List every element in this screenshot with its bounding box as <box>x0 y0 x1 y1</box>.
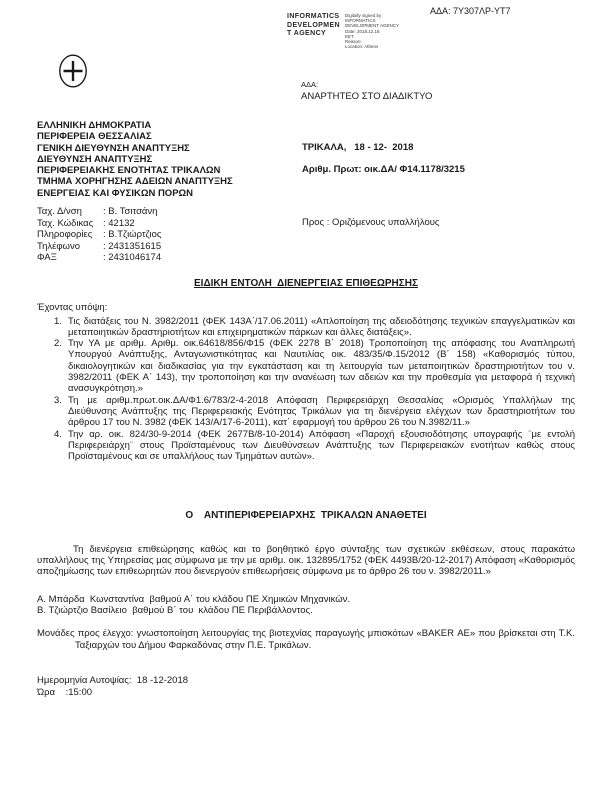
ada-label: ΑΔΑ: <box>301 80 319 89</box>
org-line: ΤΜΗΜΑ ΧΟΡΗΓΗΣΗΣ ΑΔΕΙΩΝ ΑΝΑΠΤΥΞΗΣ <box>37 176 233 188</box>
contact-row <box>37 218 161 230</box>
assignment-heading: Ο ΑΝΤΙΠΕΡΙΦΕΡΕΙΑΡΧΗΣ ΤΡΙΚΑΛΩΝ ΑΝΑΘΕΤΕΙ <box>185 510 427 522</box>
signature-detail-line: INFORMATICS <box>345 18 376 24</box>
issuing-authority-block <box>37 120 233 199</box>
list-item-text: Τις διατάξεις του Ν. 3982/2011 (ΦΕΚ 143Α΄/17.06.2011) «Απλοποίηση της αδειοδότησης τεχνικών επαγγελματικών και μεταποιητικών δραστηριοτήτων και επιχειρηματικών πάρκων και άλλες διατάξεις». <box>68 315 575 338</box>
contact-row <box>37 206 161 218</box>
contact-label: Ταχ. Κώδικας <box>37 217 94 229</box>
protocol-number: Αριθμ. Πρωτ: οικ.ΔΑ/ Φ14.1178/3215 <box>302 164 465 175</box>
contact-label: Τηλέφωνο <box>37 240 80 252</box>
assignment-paragraph: Τη διενέργεια επιθεώρησης καθώς και το βοηθητικό έργο σύνταξης των σχετικών εκθέσεων, στους παρακάτω υπαλλήλους της Υπηρεσίας μας σύμφωνα με την με αριθμ. οικ. 132895/1752 (ΦΕΚ 4493Β/20-12-2017) Απόφαση «Καθορισμός αποζημίωσης των επιθεωρητών που διενεργούν επιθεωρήσεις σύμφωνα με το άρθρο 26 του ν. 3982/2011.» <box>37 543 575 578</box>
list-item-number: 3. <box>54 394 62 406</box>
contact-value: : Β.Τζιώρτζιος <box>103 229 162 240</box>
considerations-intro: Έχοντας υπόψη: <box>37 302 108 314</box>
contact-label: Ταχ. Δ/νση <box>37 206 82 217</box>
document-title: ΕΙΔΙΚΗ ΕΝΤΟΛΗ ΔΙΕΝΕΡΓΕΙΑΣ ΕΠΙΘΕΩΡΗΣΗΣ <box>194 278 418 289</box>
inspection-time-line: Ώρα :15:00 <box>37 687 93 699</box>
list-item-number: 2. <box>54 338 62 350</box>
list-item-text: Τη με αριθμ.πρωτ.οικ.ΔΑ/Φ1.6/783/2-4-2018 Απόφαση Περιφερειάρχη Θεσσαλίας «Ορισμός Υπαλλήλων της Διεύθυνσης Ανάπτυξης της Περιφερειακής Ενότητας Τρικάλων για τη διενέργεια ελέγχων των δραστηριοτήτων του άρθρου 17 του Ν. 3982 (ΦΕΚ 143/Α/17-6-2011), κατ΄ εφαρμογή του άρθρου 26 του Ν.3982/11.» <box>68 394 575 429</box>
recipient-line: Προς : Οριζόμενους υπαλλήλους <box>302 217 440 228</box>
digital-signature-stamp <box>287 13 399 49</box>
units-to-inspect-line: Μονάδες προς έλεγχο: γνωστοποίηση λειτουργίας της βιοτεχνίας παραγωγής μπισκότων «ΒΑΚΕR ΑΕ» που βρίσκεται στη Τ.Κ. Ταξιαρχών του Δήμου Φαρκαδόνας στην Π.Ε. Τρικάλων. <box>37 628 575 651</box>
org-line: ΠΕΡΙΦΕΡΕΙΑ ΘΕΣΣΑΛΙΑΣ <box>37 131 152 143</box>
contact-row <box>37 241 161 253</box>
list-item-text: Την αρ. οικ. 824/30-9-2014 (ΦΕΚ 2677Β/8-10-2014) Απόφαση «Παροχή εξουσιοδότησης υπογραφής ¨με εντολή Περιφερειάρχη¨ στους Προϊσταμένους των Διευθύνσεων Ανάπτυξης των Περιφερειακών ενοτήτων καθώς στους Προϊσταμένους και σε υπαλλήλους των Τμημάτων αυτών». <box>68 428 575 463</box>
contact-label: ΦΑΞ <box>37 252 57 263</box>
document-body <box>37 270 575 698</box>
considerations-list <box>54 316 575 463</box>
contact-value: : 42132 <box>103 217 135 229</box>
contact-value: : 2431351615 <box>103 240 162 252</box>
ada-code-top: ΑΔΑ: 7Υ307ΛΡ-ΥΤ7 <box>430 6 511 16</box>
signature-detail-line: Date: 2018.12.18 <box>345 28 380 34</box>
list-item <box>54 429 575 463</box>
org-line: ΕΛΛΗΝΙΚΗ ΔΗΜΟΚΡΑΤΙΑ <box>37 120 152 131</box>
list-item <box>54 316 575 339</box>
inspection-date-line: Ημερομηνία Αυτοψίας: 18 -12-2018 <box>37 674 189 686</box>
list-item <box>54 338 575 394</box>
org-line: ΔΙΕΥΘΥΝΣΗ ΑΝΑΠΤΥΞΗΣ <box>37 153 153 165</box>
contact-label: Πληροφορίες <box>37 229 93 240</box>
signature-detail-line: Digitally signed by <box>345 13 382 18</box>
inspector-b-line: Β. Τζιώρτζιο Βασίλειο βαθμού Β΄ του κλάδου ΠΕ Περιβάλλοντος. <box>37 604 313 616</box>
internet-posting-note: ΑΝΑΡΤΗΤΕΟ ΣΤΟ ΔΙΑΔΙΚΤΥΟ <box>301 91 433 102</box>
hellenic-republic-emblem-icon <box>58 54 88 93</box>
signature-agency-line: INFORMATICS <box>287 13 340 20</box>
contact-row <box>37 252 161 264</box>
list-item-text: Την ΥΑ με αριθμ. Αριθμ. οικ.64618/856/Φ15 (ΦΕΚ 2278 Β΄ 2018) Τροποποίηση της απόφασης του Αναπληρωτή Υπουργού Ανάπτυξης, Ανταγωνιστικότητας και Ναυτιλίας οικ. 483/35/Φ.15/2012 (Β΄ 158) «Καθορισμός τύπου, δικαιολογητικών και διαδικασίας για την εγκατάσταση και τη λειτουργία των μεταποιητικών δραστηριοτήτων του ν. 3982/2011 (ΦΕΚ Α΄ 143), την τροποποίηση και την ανανέωση των αδειών και την προθεσμία για μεταφορά ή τεχνική ανασυγκρότηση.» <box>68 338 575 395</box>
signature-details <box>345 13 399 49</box>
signature-detail-line: Reason: <box>345 39 362 45</box>
contact-value: : 2431046174 <box>103 252 162 263</box>
ada-block <box>301 80 432 102</box>
list-item-number: 1. <box>54 315 62 327</box>
signature-agency-name <box>287 13 340 49</box>
signature-detail-line: DEVELOPMENT AGENCY <box>345 23 399 29</box>
org-line: ΕΝΕΡΓΕΙΑΣ ΚΑΙ ΦΥΣΙΚΩΝ ΠΟΡΩΝ <box>37 187 194 199</box>
list-item-number: 4. <box>54 428 62 440</box>
inspector-a-line: Α. Μπάρδα Κωνσταντίνα βαθμού Α΄ του κλάδου ΠΕ Χημικών Μηχανικών. <box>37 593 351 605</box>
org-line: ΓΕΝΙΚΗ ΔΙΕΥΘΥΝΣΗ ΑΝΑΠΤΥΞΗΣ <box>37 142 190 154</box>
org-line: ΠΕΡΙΦΕΡΕΙΑΚΗΣ ΕΝΟΤΗΤΑΣ ΤΡΙΚΑΛΩΝ <box>37 165 221 177</box>
signature-detail-line: EET <box>345 33 354 39</box>
contact-info-block <box>37 206 161 264</box>
contact-value: : Β. Τσιτσάνη <box>103 206 158 217</box>
signature-agency-line: DEVELOPMEN <box>287 21 341 29</box>
city-and-date: ΤΡΙΚΑΛΑ, 18 - 12- 2018 <box>302 142 414 153</box>
contact-row <box>37 229 161 241</box>
signature-agency-line: T AGENCY <box>287 30 327 37</box>
signature-detail-line: Location: Athens <box>345 44 379 50</box>
list-item <box>54 395 575 429</box>
